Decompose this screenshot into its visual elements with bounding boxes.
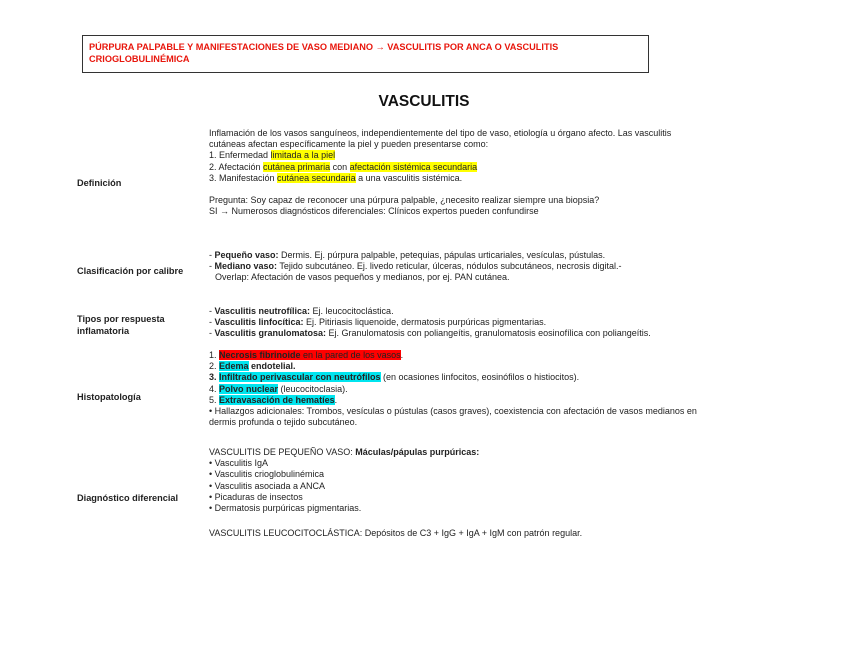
banner-line-2: CRIOGLOBULINÉMICA <box>89 54 190 64</box>
definicion-item-3: 3. Manifestación cutánea secundaria a una vasculitis sistémica. <box>209 172 463 183</box>
highlight-cyan: Extravasación de hematíes <box>219 394 335 405</box>
label-tipos: Tipos por respuesta inflamatoria <box>77 314 165 336</box>
calibre-medium: - Mediano vaso: Tejido subcutáneo. Ej. livedo reticular, úlceras, nódulos subcutáneos, necrosis digital.- <box>209 261 622 272</box>
histo-item-3: 3. Infiltrado perivascular con neutrófilos (en ocasiones linfocitos, eosinófilos o histiocitos). <box>209 372 580 383</box>
tipos-linfocitica: - Vasculitis linfocítica: Ej. Pitiriasis liquenoide, dermatosis purpúricas pigmentarias. <box>209 317 547 328</box>
histo-item-5: 5. Extravasación de hematíes. <box>209 394 338 405</box>
highlight-cyan: Edema <box>219 361 249 372</box>
highlight-cyan: Polvo nuclear <box>219 383 279 394</box>
tipos-granulomatosa: - Vasculitis granulomatosa: Ej. Granulomatosis con poliangeítis, granulomatosis eosinofílica con poliangeítis. <box>209 328 651 339</box>
diferencial-item: • Vasculitis IgA <box>209 458 269 469</box>
header-banner <box>82 35 649 73</box>
highlight-cyan: Infiltrado perivascular con neutrófilos <box>219 372 381 383</box>
content-histopatologia <box>209 350 784 428</box>
tipos-neutrofilica: - Vasculitis neutrofílica: Ej. leucocitoclástica. <box>209 306 394 316</box>
definicion-item-2: 2. Afectación cutánea primaria con afectación sistémica secundaria <box>209 161 478 172</box>
highlight-yellow: cutánea secundaria <box>277 172 356 183</box>
content-calibre <box>209 250 784 284</box>
page-title: VASCULITIS <box>378 93 470 110</box>
definicion-answer: SI → Numerosos diagnósticos diferenciales: Clínicos expertos pueden confundirse <box>209 206 539 217</box>
calibre-small: - Pequeño vaso: Dermis. Ej. púrpura palpable, petequias, pápulas urticariales, vesículas, pústulas. <box>209 250 606 260</box>
definicion-question: Pregunta: Soy capaz de reconocer una púrpura palpable, ¿necesito realizar siempre una biopsia? <box>209 195 600 206</box>
highlight-yellow: cutánea primaria <box>263 161 331 172</box>
definicion-intro-2: cutáneas afectan específicamente la piel y pueden presentarse como: <box>209 139 489 150</box>
diferencial-leucocitoclastica: VASCULITIS LEUCOCITOCLÁSTICA: Depósitos de C3 + IgG + IgA + IgM con patrón regular. <box>209 528 583 539</box>
highlight-yellow: limitada a la piel <box>270 150 336 161</box>
diferencial-item: • Vasculitis asociada a ANCA <box>209 480 326 491</box>
diferencial-heading: VASCULITIS DE PEQUEÑO VASO: Máculas/pápulas purpúricas: <box>209 447 480 457</box>
highlight-yellow: afectación sistémica secundaria <box>349 161 478 172</box>
label-calibre: Clasificación por calibre <box>77 266 184 276</box>
content-diferencial <box>209 447 784 539</box>
definicion-intro-1: Inflamación de los vasos sanguíneos, independientemente del tipo de vaso, etiología u órgano afecto. Las vasculitis <box>209 128 672 138</box>
histo-item-4: 4. Polvo nuclear (leucocitoclasia). <box>209 383 348 394</box>
histo-extra-2: dermis profunda o tejido subcutáneo. <box>209 417 358 428</box>
content-definicion <box>209 128 784 217</box>
label-definicion: Definición <box>77 178 122 188</box>
histo-item-2: 2. Edema endotelial. <box>209 361 296 372</box>
diferencial-item: • Dermatosis purpúricas pigmentarias. <box>209 503 362 514</box>
histo-item-1: 1. Necrosis fibrinoide en la pared de los vasos. <box>209 350 404 360</box>
calibre-overlap: Overlap: Afectación de vasos pequeños y medianos, por ej. PAN cutánea. <box>215 272 510 283</box>
histo-extra-1: • Hallazgos adicionales: Trombos, vesículas o pústulas (casos graves), coexistencia con afectación de vasos medianos en <box>209 406 697 417</box>
diferencial-item: • Vasculitis crioglobulinémica <box>209 469 325 480</box>
banner-line-1: PÚRPURA PALPABLE Y MANIFESTACIONES DE VASO MEDIANO → VASCULITIS POR ANCA O VASCULITIS <box>89 42 559 52</box>
highlight-red: Necrosis fibrinoide en la pared de los vasos <box>219 350 401 360</box>
definicion-item-1: 1. Enfermedad limitada a la piel <box>209 150 336 161</box>
label-histopatologia: Histopatología <box>77 392 141 402</box>
content-tipos <box>209 306 784 340</box>
label-diferencial: Diagnóstico diferencial <box>77 493 179 503</box>
diferencial-item: • Picaduras de insectos <box>209 491 303 502</box>
